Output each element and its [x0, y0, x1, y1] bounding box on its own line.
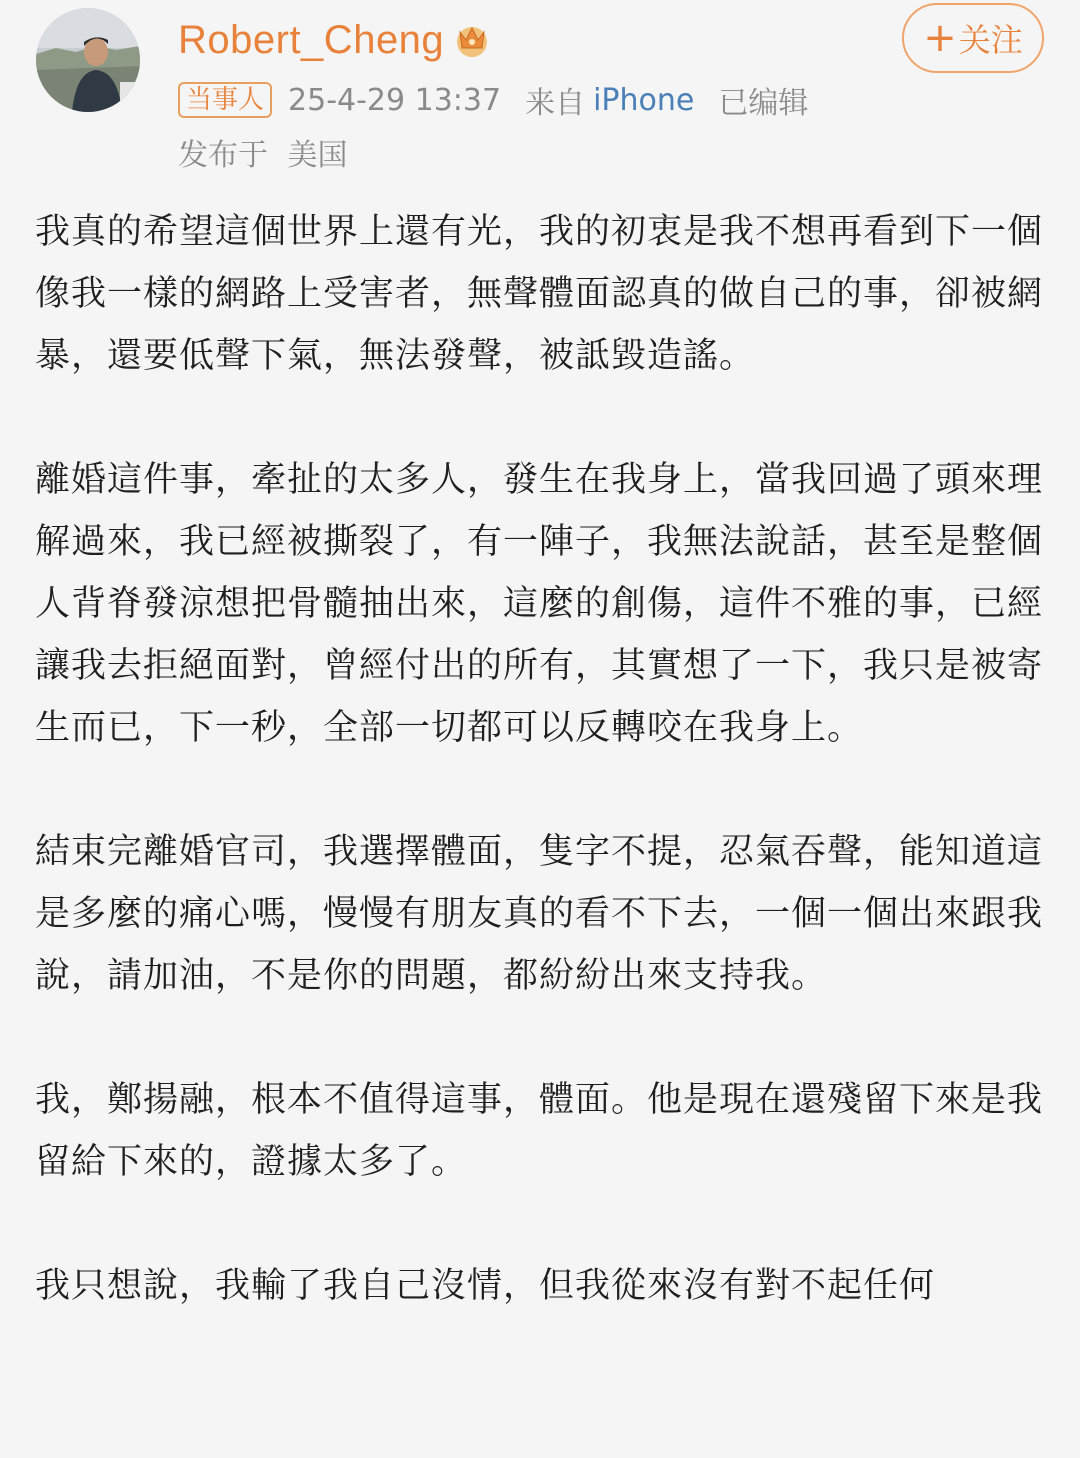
paragraph: 我真的希望這個世界上還有光，我的初衷是我不想再看到下一個像我一樣的網路上受害者，無聲體面認真的做自己的事，卻被網暴，還要低聲下氣，無法發聲，被詆毀造謠。	[35, 212, 1044, 376]
status-badge: 当事人	[178, 82, 272, 118]
source-device[interactable]: iPhone	[593, 82, 695, 118]
paragraph: 結束完離婚官司，我選擇體面，隻字不提，忍氣吞聲，能知道這是多麼的痛心嗎，慢慢有朋友真的看不下去，一個一個出來跟我說，請加油，不是你的問題，都紛紛出來支持我。	[35, 832, 1044, 996]
follow-button[interactable]	[902, 3, 1044, 73]
avatar-image	[36, 8, 140, 112]
crown-icon	[452, 20, 492, 60]
paragraph: 我只想說，我輸了我自己沒情，但我從來沒有對不起任何	[35, 1266, 936, 1306]
location-prefix: 发布于	[178, 138, 268, 173]
follow-label: 关注	[958, 21, 1023, 59]
username-row	[178, 12, 492, 68]
username[interactable]: Robert_Cheng	[178, 18, 445, 62]
location: 美国	[287, 138, 348, 173]
post-time: 25-4-29 13:37	[288, 82, 502, 118]
paragraph: 離婚這件事，牽扯的太多人，發生在我身上，當我回過了頭來理解過來，我已經被撕裂了，有一陣子，我無法說話，甚至是整個人背脊發涼想把骨髓抽出來，這麼的創傷，這件不雅的事，已經讓我去拒絕面對，曾經付出的所有，其實想了一下，我只是被寄生而已，下一秒，全部一切都可以反轉咬在我身上。	[35, 460, 1044, 748]
post-content	[35, 201, 1045, 1379]
plus-icon: +	[923, 15, 957, 61]
post-meta	[178, 80, 808, 120]
location-row	[178, 130, 348, 174]
avatar[interactable]	[36, 8, 140, 112]
edited-label[interactable]: 已编辑	[718, 86, 809, 121]
source-prefix: 来自	[525, 86, 586, 121]
post-header	[0, 0, 1080, 175]
paragraph: 我，鄭揚融，根本不值得這事，體面。他是現在還殘留下來是我留給下來的，證據太多了。	[35, 1080, 1044, 1182]
